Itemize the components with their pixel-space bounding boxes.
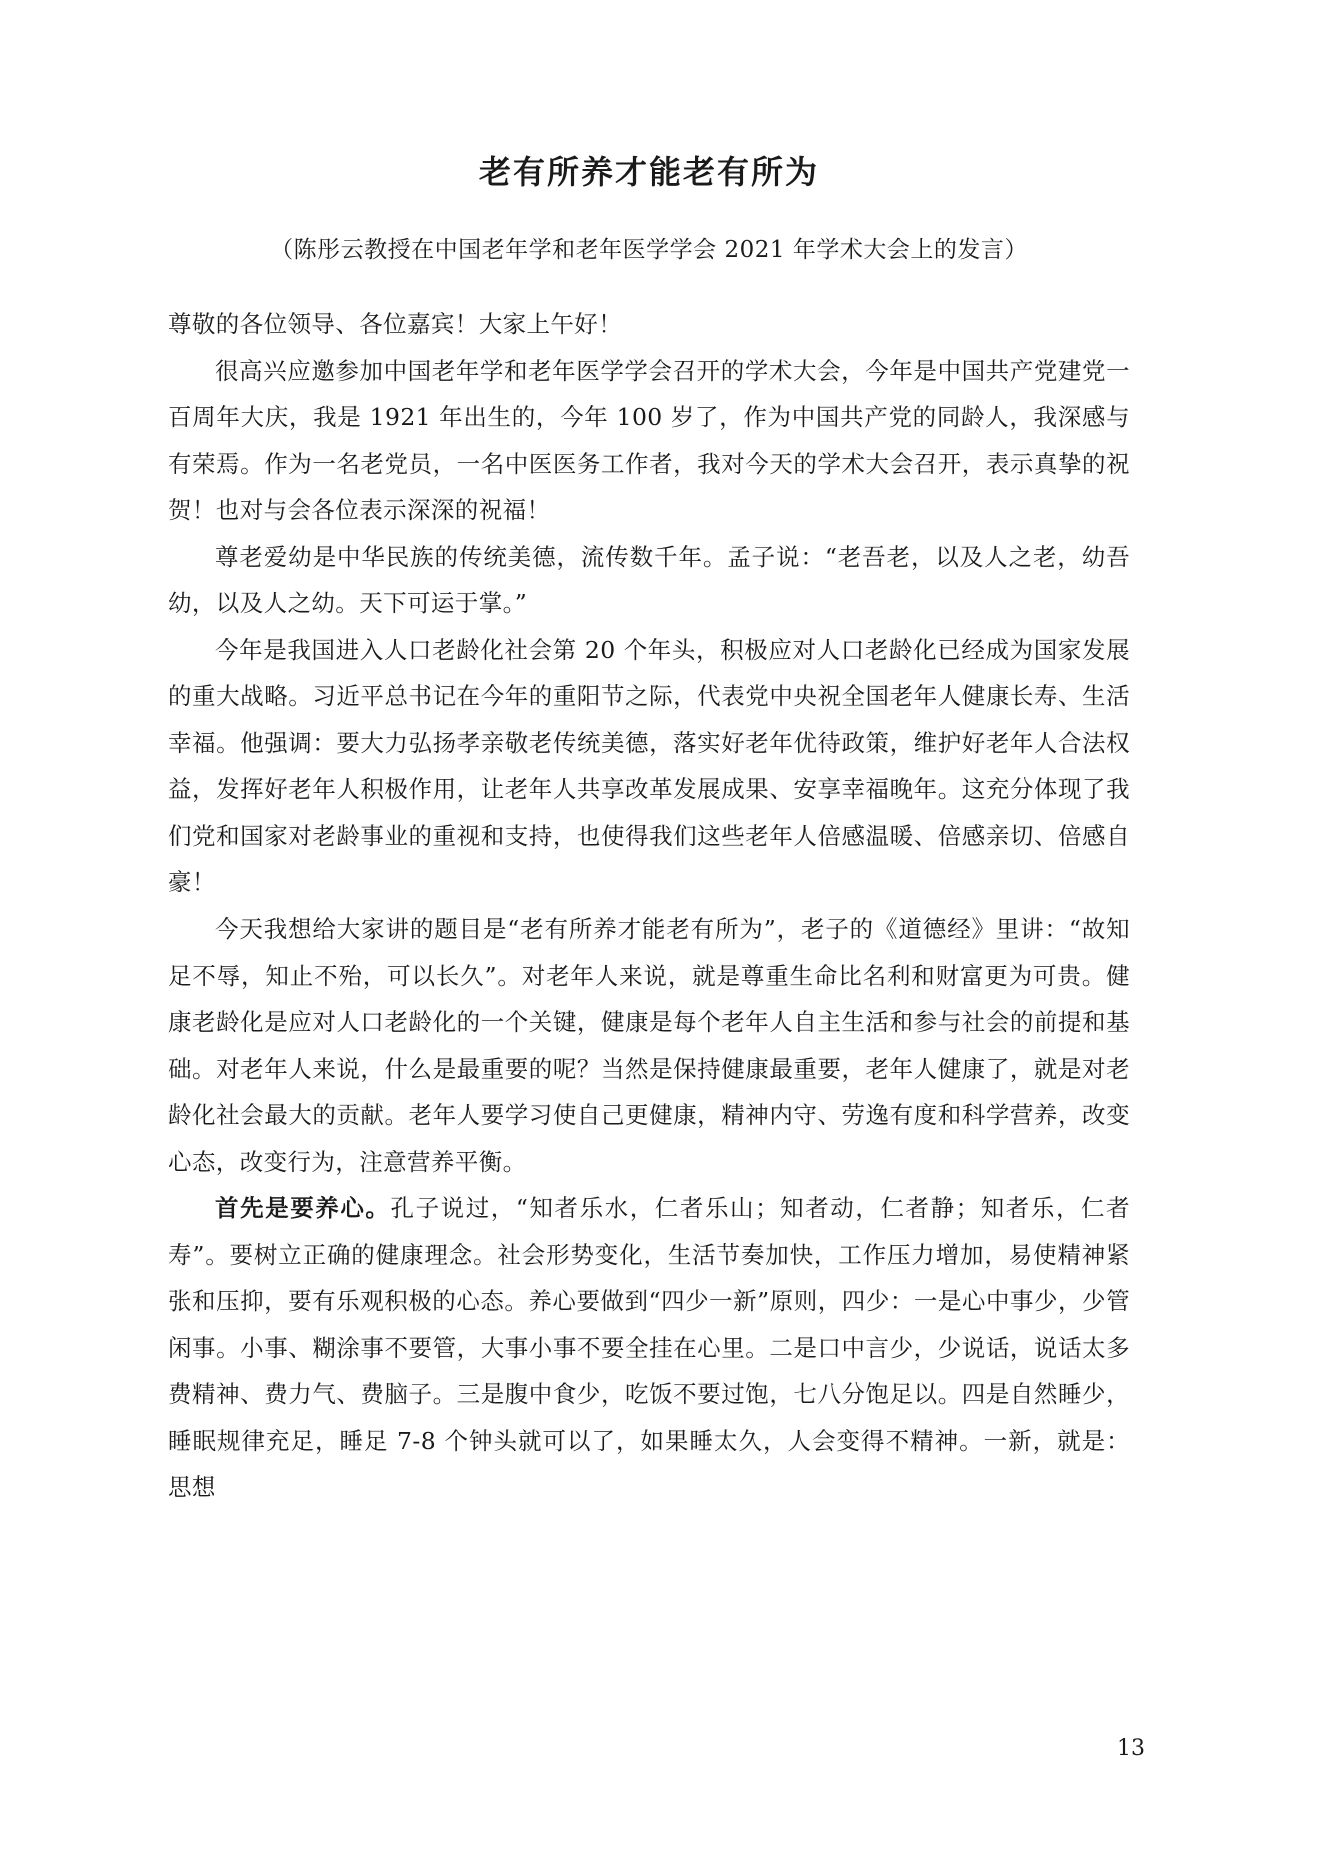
document-subtitle: （陈彤云教授在中国老年学和老年医学学会 2021 年学术大会上的发言） (270, 236, 1028, 263)
paragraph-4: 今天我想给大家讲的题目是“老有所养才能老有所为”，老子的《道德经》里讲：“故知足不辱，知止不殆，可以长久”。对老年人来说，就是尊重生命比名利和财富更为可贵。健康老龄化是应对人口老龄化的一个关键，健康是每个老年人自主生活和参与社会的前提和基础。对老年人来说，什么是最重要的呢？当然是保持健康最重要，老年人健康了，就是对老龄化社会最大的贡献。老年人要学习使自己更健康，精神内守、劳逸有度和科学营养，改变心态，改变行为，注意营养平衡。 (168, 915, 1130, 1176)
page-title: 老有所养才能老有所为 (478, 153, 819, 191)
paragraph-1: 很高兴应邀参加中国老年学和老年医学学会召开的学术大会，今年是中国共产党建党一百周年大庆，我是 1921 年出生的，今年 100 岁了，作为中国共产党的同龄人，我深感与有荣焉。作为一名老党员，一名中医医务工作者，我对今天的学术大会召开，表示真挚的祝贺！也对与会各位表示深深的祝福！ (168, 356, 1130, 525)
paragraph-2: 尊老爱幼是中华民族的传统美德，流传数千年。孟子说：“老吾老，以及人之老，幼吾幼，以及人之幼。天下可运于掌。” (168, 542, 1130, 618)
document-content (168, 150, 1130, 1511)
page-number: 13 (1117, 1736, 1145, 1761)
paragraph-5 (168, 1185, 1130, 1511)
salutation-line: 尊敬的各位领导、各位嘉宾！大家上午好！ (168, 310, 623, 339)
paragraph-5-body: 孔子说过，“知者乐水，仁者乐山；知者动，仁者静；知者乐，仁者寿”。要树立正确的健康理念。社会形势变化，生活节奏加快，工作压力增加，易使精神紧张和压抑，要有乐观积极的心态。养心要做到“四少一新”原则，四少：一是心中事少，少管闲事。小事、糊涂事不要管，大事小事不要全挂在心里。二是口中言少，少说话，说话太多费精神、费力气、费脑子。三是腹中食少，吃饭不要过饱，七八分饱足以。四是自然睡少，睡眠规律充足，睡足 7-8 个钟头就可以了，如果睡太久，人会变得不精神。一新，就是：思想 (168, 1194, 1130, 1502)
paragraph-3: 今年是我国进入人口老龄化社会第 20 个年头，积极应对人口老龄化已经成为国家发展的重大战略。习近平总书记在今年的重阳节之际，代表党中央祝全国老年人健康长寿、生活幸福。他强调：要大力弘扬孝亲敬老传统美德，落实好老年优待政策，维护好老年人合法权益，发挥好老年人积极作用，让老年人共享改革发展成果、安享幸福晚年。这充分体现了我们党和国家对老龄事业的重视和支持，也使得我们这些老年人倍感温暖、倍感亲切、倍感自豪！ (168, 635, 1130, 897)
paragraph-5-lead: 首先是要养心。 (215, 1194, 391, 1223)
